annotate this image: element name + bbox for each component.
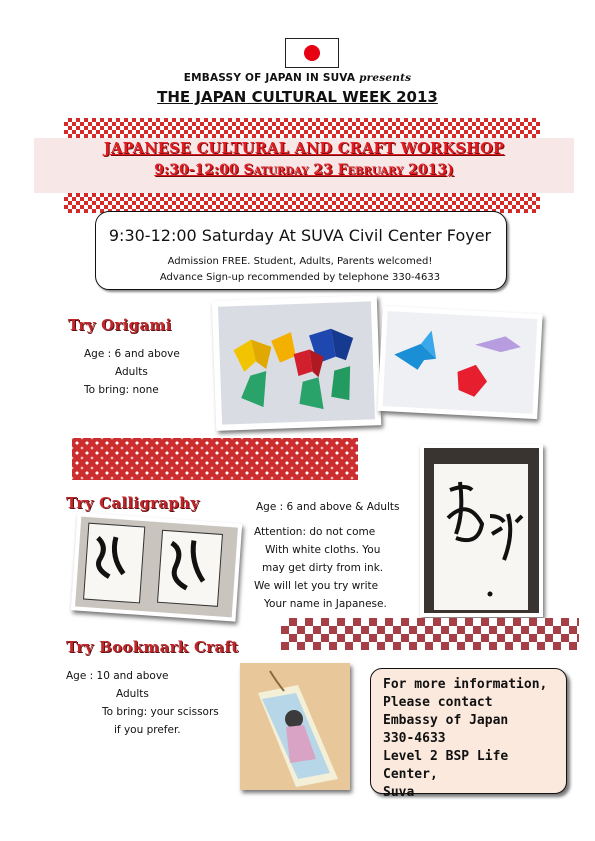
origami-adults: Adults	[115, 366, 148, 378]
contact-line-4: 330-4633	[383, 731, 446, 746]
contact-line-2: Please contact	[383, 695, 493, 710]
origami-bring: To bring: none	[84, 384, 159, 396]
origami-tulips-image	[212, 295, 381, 431]
calligraphy-photo-small	[71, 512, 242, 621]
calligraphy-large-image	[420, 444, 543, 617]
calligraphy-line-4: We will let you try write	[254, 580, 379, 592]
presents-line	[0, 72, 595, 84]
japan-flag	[285, 38, 339, 68]
calligraphy-age: Age : 6 and above & Adults	[256, 501, 400, 513]
origami-tulips-photo	[212, 295, 381, 431]
origami-cranes-image	[377, 306, 542, 419]
bookmark-image	[240, 663, 350, 790]
workshop-title: JAPANESE CULTURAL AND CRAFT WORKSHOP	[103, 140, 505, 157]
presents-word: presents	[359, 72, 412, 84]
calligraphy-line-1: Attention: do not come	[254, 526, 376, 538]
origami-cranes-photo	[377, 306, 542, 419]
origami-title: Try Origami	[68, 316, 172, 334]
bookmark-photo	[240, 663, 350, 790]
bookmark-age: Age : 10 and above	[66, 670, 169, 682]
bookmark-bring: To bring: your scissors	[102, 706, 219, 718]
flag-sun	[304, 45, 320, 61]
origami-age: Age : 6 and above	[84, 348, 180, 360]
info-main: 9:30-12:00 Saturday At SUVA Civil Center Foyer	[108, 226, 492, 245]
bookmark-adults: Adults	[116, 688, 149, 700]
flower-pattern-strip	[72, 438, 358, 480]
contact-line-1: For more information,	[383, 677, 548, 692]
presents-org: EMBASSY OF JAPAN IN SUVA	[183, 72, 356, 84]
calligraphy-small-image	[71, 512, 242, 621]
checker-strip-top	[64, 118, 540, 138]
contact-line-6: Suva	[383, 785, 415, 800]
calligraphy-photo-large	[420, 444, 543, 617]
contact-line-3: Embassy of Japan	[383, 713, 509, 728]
contact-line-5: Level 2 BSP Life Center,	[383, 749, 509, 782]
bookmark-prefer: if you prefer.	[114, 724, 181, 736]
calligraphy-line-3: may get dirty from ink.	[262, 562, 384, 574]
event-title: THE JAPAN CULTURAL WEEK 2013	[157, 88, 438, 106]
calligraphy-line-5: Your name in Japanese.	[264, 598, 387, 610]
info-signup: Advance Sign-up recommended by telephone 330-4633	[159, 272, 441, 283]
calligraphy-title: Try Calligraphy	[66, 494, 200, 512]
workshop-time: 9:30-12:00 Saturday 23 February 2013)	[154, 162, 454, 178]
bookmark-title: Try Bookmark Craft	[66, 638, 239, 656]
checker-strip-calligraphy	[281, 618, 579, 650]
info-admission: Admission FREE. Student, Adults, Parents welcomed!	[167, 256, 433, 267]
checker-strip-bottom	[64, 193, 540, 213]
contact-text	[383, 676, 563, 802]
calligraphy-line-2: With white cloths. You	[265, 544, 381, 556]
